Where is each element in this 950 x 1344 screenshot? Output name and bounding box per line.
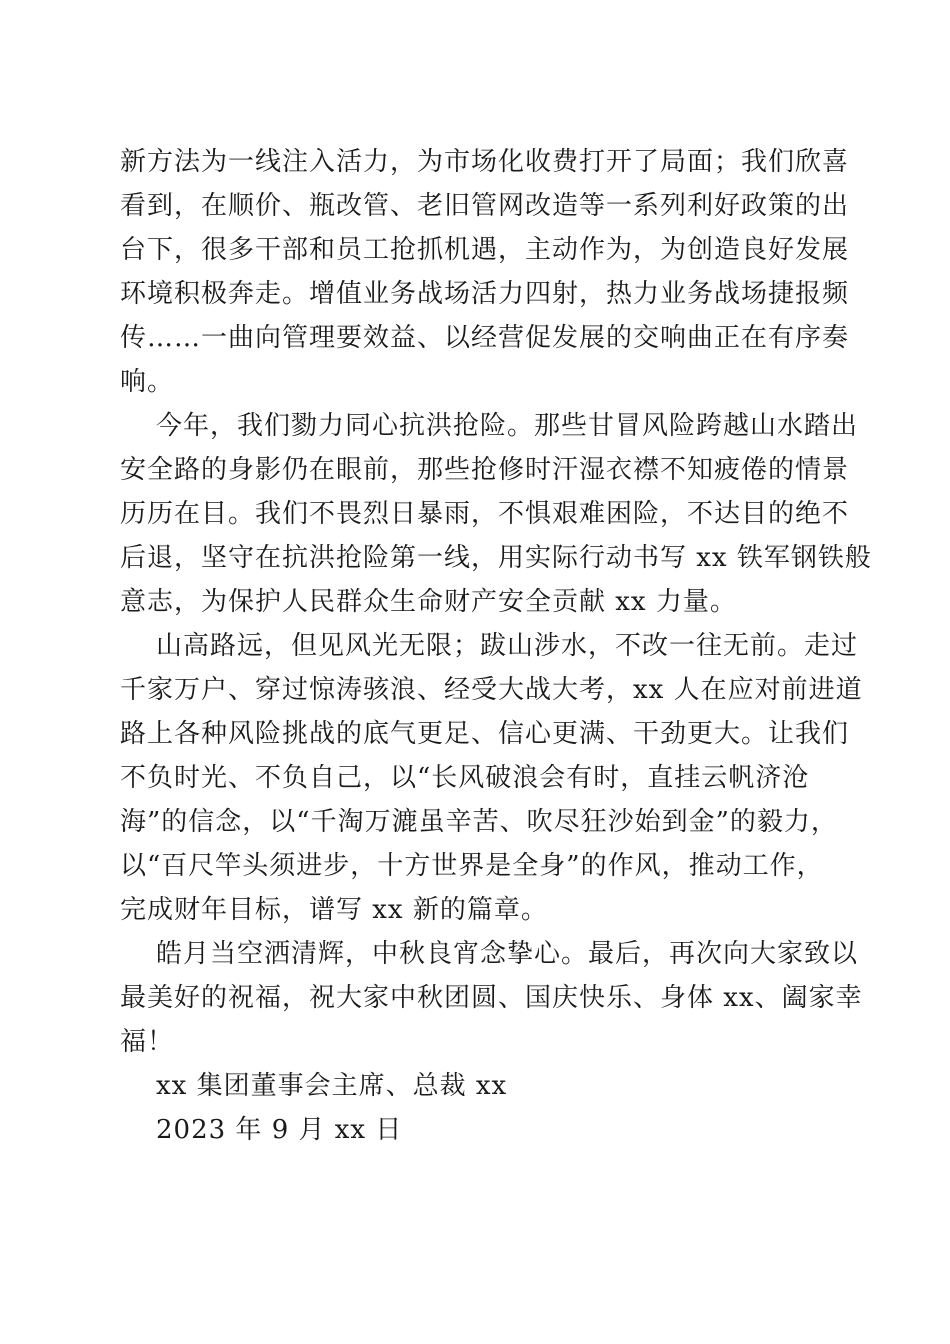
paragraph-line: 历历在目。我们不畏烈日暴雨，不惧艰难困险，不达目的绝不 <box>120 499 850 529</box>
paragraph-line: 新方法为一线注入活力，为市场化收费打开了局面；我们欣喜 <box>120 147 850 177</box>
paragraph-4 <box>120 932 863 1064</box>
paragraph-line: 皓月当空洒清辉，中秋良宵念挚心。最后，再次向大家致以 <box>156 939 859 969</box>
paragraph-line: 福！ <box>120 1027 175 1057</box>
paragraph-line: 完成财年目标，谱写 xx 新的篇章。 <box>120 895 548 925</box>
paragraph-line: 以“百尺竿头须进步，十方世界是全身”的作风，推动工作， <box>120 851 824 881</box>
paragraph-line: 响。 <box>120 367 175 397</box>
paragraph-line: 安全路的身影仍在眼前，那些抢修时汗湿衣襟不知疲倦的情景 <box>120 455 850 485</box>
paragraph-line: 环境积极奔走。增值业务战场活力四射，热力业务战场捷报频 <box>120 279 850 309</box>
date: 2023 年 9 月 xx 日 <box>156 1115 403 1145</box>
paragraph-line: 看到，在顺价、瓶改管、老旧管网改造等一系列利好政策的出 <box>120 191 850 221</box>
paragraph-line: 海”的信念，以“千淘万漉虽辛苦、吹尽狂沙始到金”的毅力， <box>120 807 838 837</box>
paragraph-line: 意志，为保护人民群众生命财产安全贡献 xx 力量。 <box>120 587 737 617</box>
paragraph-3 <box>120 624 863 932</box>
paragraph-line: 传……一曲向管理要效益、以经营促发展的交响曲正在有序奏 <box>120 323 850 353</box>
paragraph-line: 千家万户、穿过惊涛骇浪、经受大战大考，xx 人在应对前进道 <box>120 675 863 705</box>
paragraph-line: 今年，我们勠力同心抗洪抢险。那些甘冒风险跨越山水踏出 <box>156 411 859 441</box>
paragraph-line: 后退，坚守在抗洪抢险第一线，用实际行动书写 xx 铁军钢铁般 <box>120 543 872 573</box>
paragraph-line: 最美好的祝福，祝大家中秋团圆、国庆快乐、身体 xx、阖家幸 <box>120 983 863 1013</box>
paragraph-line: 山高路远，但见风光无限；跋山涉水，不改一往无前。走过 <box>156 631 859 661</box>
document-body <box>120 140 872 1152</box>
paragraph-line: 路上各种风险挑战的底气更足、信心更满、干劲更大。让我们 <box>120 719 850 749</box>
paragraph-line: 不负时光、不负自己，以“长风破浪会有时，直挂云帆济沧 <box>120 763 810 793</box>
paragraph-2 <box>120 404 872 624</box>
paragraph-1 <box>120 140 850 404</box>
paragraph-line: 台下，很多干部和员工抢抓机遇，主动作为，为创造良好发展 <box>120 235 850 265</box>
signature: xx 集团董事会主席、总裁 xx <box>156 1071 508 1101</box>
